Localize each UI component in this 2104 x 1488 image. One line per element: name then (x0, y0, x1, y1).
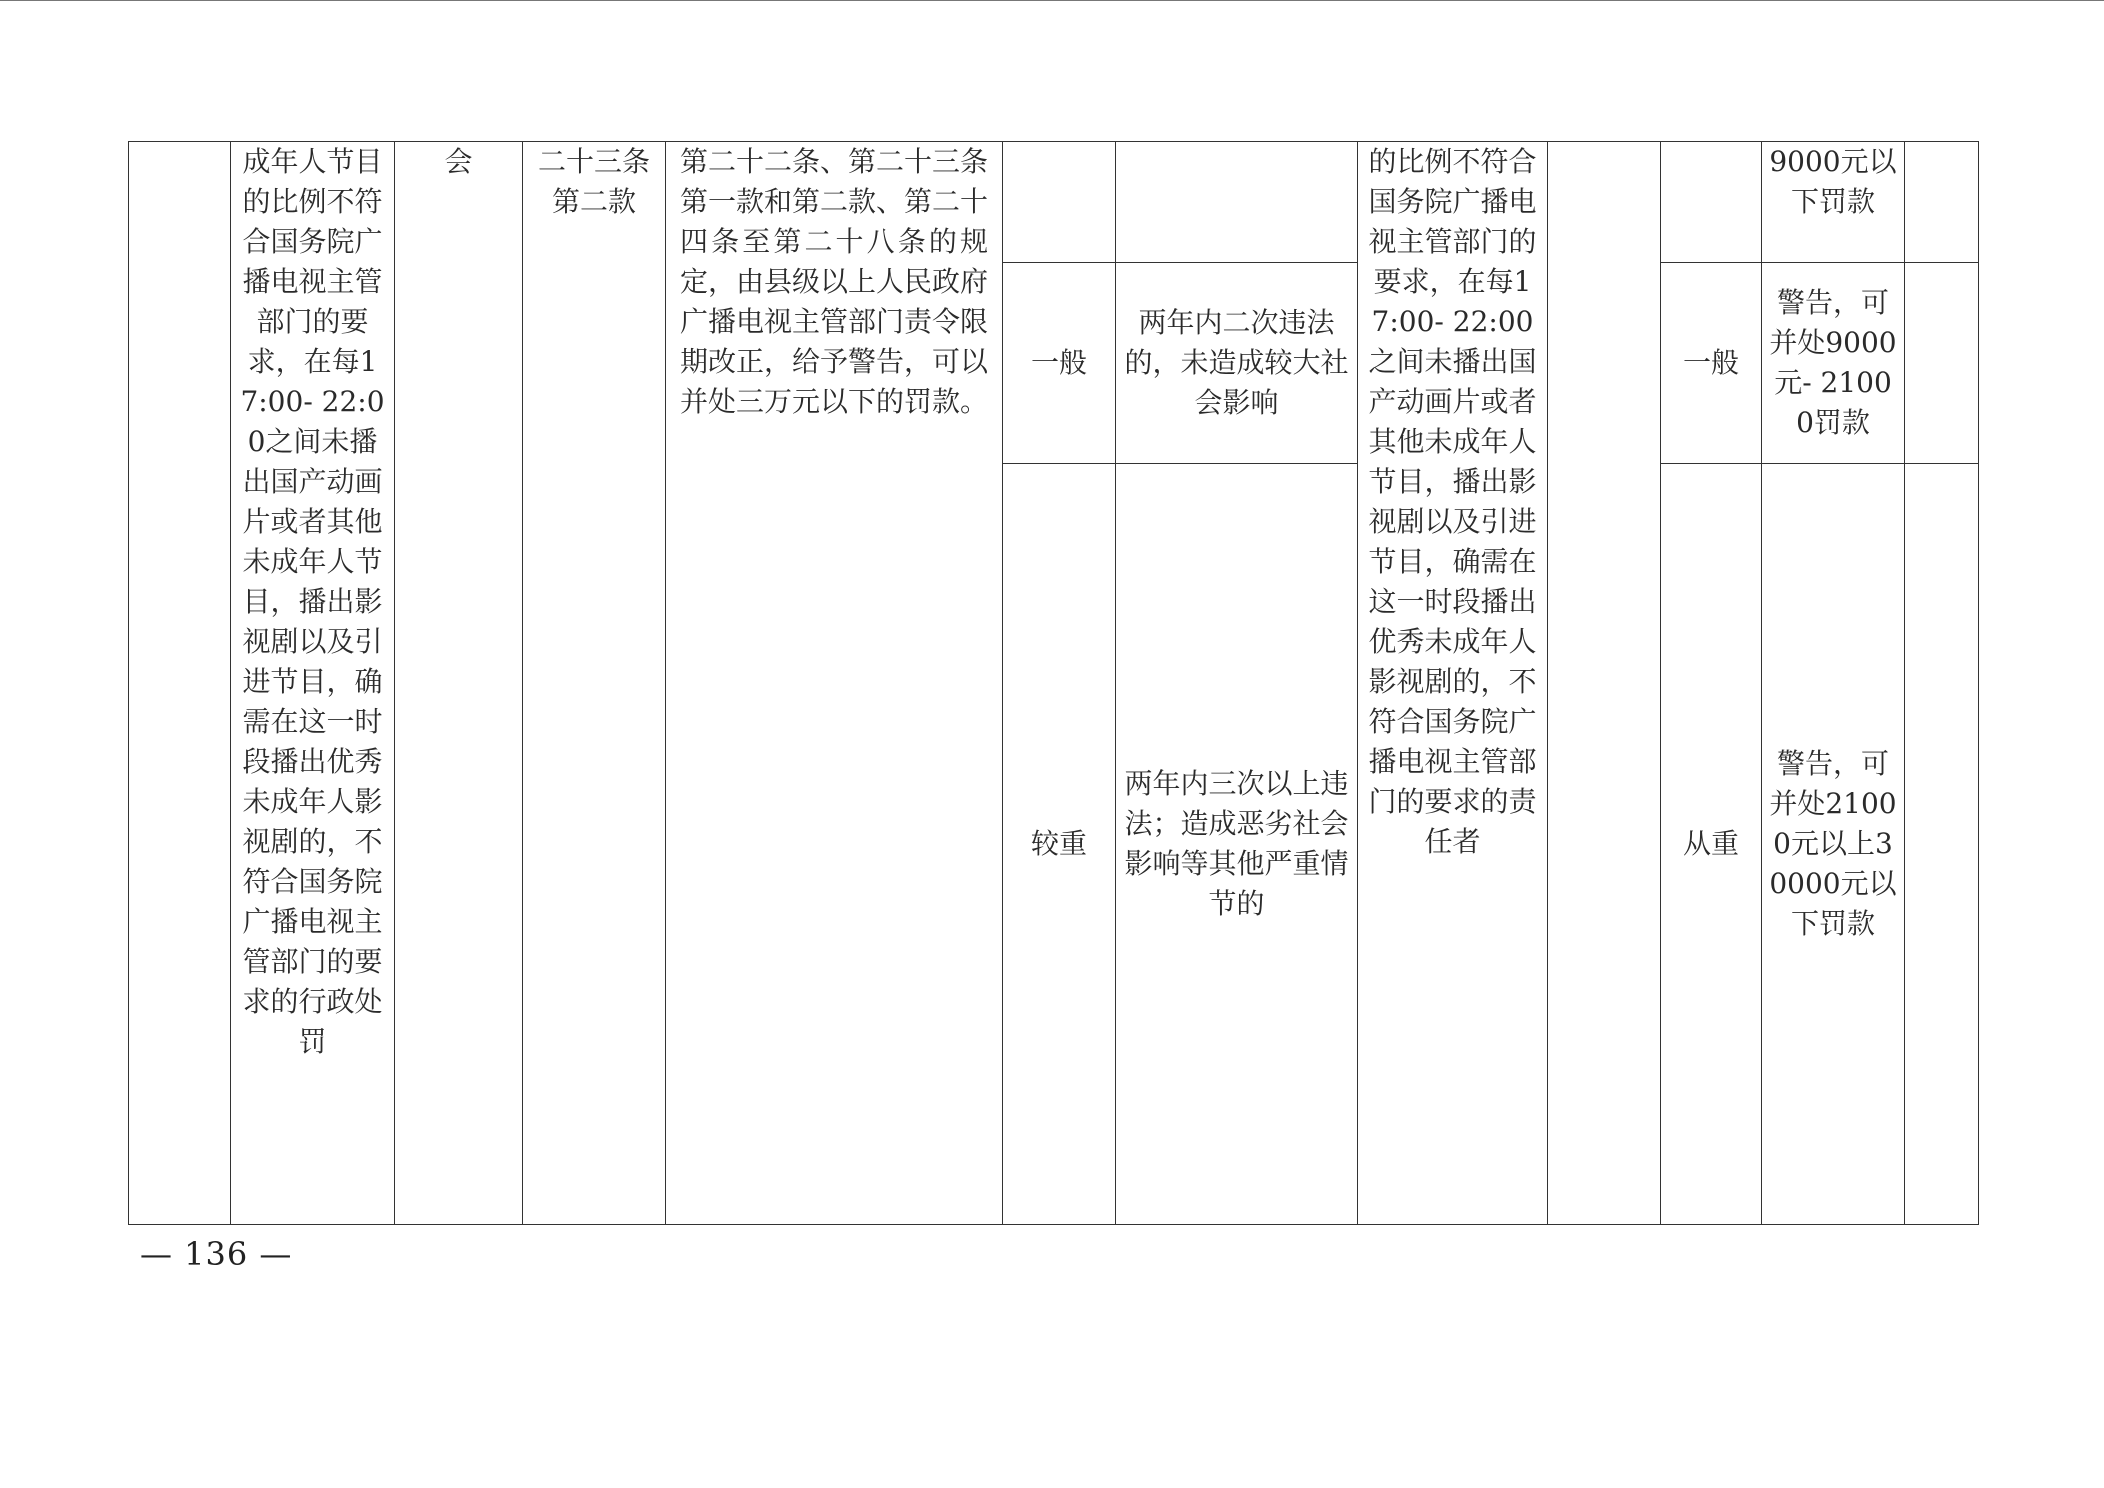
top-border-line (0, 0, 2104, 1)
remark-cell (1905, 464, 1979, 1225)
degree-cell: 一般 (1661, 263, 1762, 464)
subject-cell: 成年人节目的比例不符合国务院广播电视主管部门的要求，在每17:00- 22:00之间未播出国产动画片或者其他未成年人节目，播出影视剧以及引进节目，确需在这一时段播出优秀未成年人影视剧的，不符合国务院广播电视主管部门的要求的行政处罚 (231, 142, 395, 1225)
remark-cell (1905, 142, 1979, 263)
table-row (129, 142, 1979, 263)
org-cell: 会 (395, 142, 523, 1225)
circumstance-cell: 两年内三次以上违法；造成恶劣社会影响等其他严重情节的 (1116, 464, 1358, 1225)
blank-cell (1548, 142, 1661, 1225)
level-cell: 一般 (1003, 263, 1116, 464)
legal-text-cell: 第二十二条、第二十三条第一款和第二款、第二十四条至第二十八条的规定，由县级以上人民政府广播电视主管部门责令限期改正，给予警告，可以并处三万元以下的罚款。 (666, 142, 1003, 1225)
degree-cell: 从重 (1661, 464, 1762, 1225)
level-cell: 较重 (1003, 464, 1116, 1225)
circumstance-cell (1116, 142, 1358, 263)
page-number: — 136 — (140, 1235, 293, 1273)
standard-cell: 9000元以下罚款 (1762, 142, 1905, 263)
article-cell: 二十三条第二款 (523, 142, 666, 1225)
penalty-table (128, 141, 1979, 1225)
degree-cell (1661, 142, 1762, 263)
standard-cell: 警告，可并处9000元- 21000罚款 (1762, 263, 1905, 464)
serial-cell (129, 142, 231, 1225)
remark-cell (1905, 263, 1979, 464)
circumstance-cell: 两年内二次违法的，未造成较大社会影响 (1116, 263, 1358, 464)
standard-cell: 警告，可并处21000元以上30000元以下罚款 (1762, 464, 1905, 1225)
condition-cell: 的比例不符合国务院广播电视主管部门的要求，在每17:00- 22:00之间未播出国产动画片或者其他未成年人节目，播出影视剧以及引进节目，确需在这一时段播出优秀未成年人影视剧的，不符合国务院广播电视主管部门的要求的责任者 (1358, 142, 1548, 1225)
level-cell (1003, 142, 1116, 263)
